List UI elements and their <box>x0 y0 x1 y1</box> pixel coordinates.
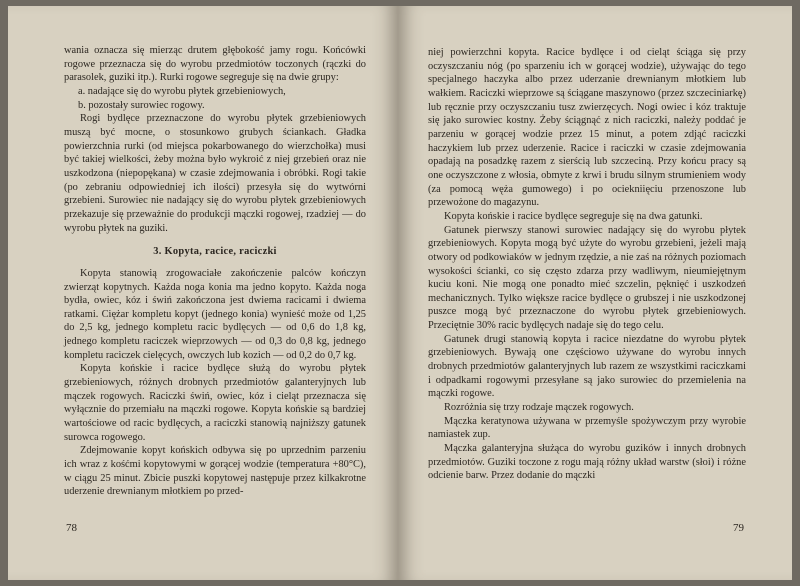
right-page <box>398 6 792 580</box>
paragraph: Rozróżnia się trzy rodzaje mączek rogowych. <box>444 402 634 414</box>
list-item: b. pozostały surowiec rogowy. <box>78 99 205 111</box>
paragraph: Zdejmowanie kopyt końskich odbywa się po uprzednim parzeniu ich wraz z kośćmi kopytowymi w gorącej wodzie (temperatura +80°C), w ciągu 25 minut. Zbicie puszki kopytowej następuje przez kilkakrotne uderzenie drewnianym młotkiem po przed- <box>64 445 366 498</box>
paragraph: Mączka keratynowa używana w przemyśle spożywczym przy wyrobie namiastek zup. <box>428 415 746 441</box>
paragraph: niej powierzchni kopyta. Racice bydlęce i od cieląt ściąga się przy oczyszczaniu nóg (po sparzeniu ich w gorącej wodzie), używając do tego specjalnego haczyka albo przez uderzanie drewnianym młotkiem lub wałkiem. Raciczki wieprzowe są ściągane maszynowo (przez szczeciniarkę) lub ręcznie przy oczyszczaniu tusz zwierzęcych. Nogi owiec i kóz traktuje się jako surowiec kostny. Żeby ściągnąć z nich raciczki, należy poddać je parzeniu w gorącej wodzie przez 15 minut, a potem zdjąć raciczki haczykiem lub przez uderzenie. Racice i raciczki w czasie zdejmowania opadają na posadzkę razem z sierścią lub szczeciną. Przy końcu pracy są one oczyszczone z włosia, obmyte z krwi i brudu silnym strumieniem wody (za pomocą węża gumowego) i po ociekniięciu przenoszone lub przewożone do magazynu. <box>428 47 746 209</box>
paragraph: Kopyta końskie i racice bydlęce służą do wyrobu płytek grzebieniowych, różnych drobnych przedmiotów galanteryjnych lub mączek rogowych. Raciczki świń, owiec, kóz i cieląt przeznacza się wyłącznie do przemiału na mączki rogowe. Kopyta końskie są bardziej wartościowe od racic bydlęcych, a raciczki stanowią najniższy gatunek surowca rogowego. <box>64 363 366 443</box>
book-spread <box>8 6 792 580</box>
paragraph: wania oznacza się mierząc drutem głębokość jamy rogu. Końcówki rogowe przeznacza się do wyrobu przedmiotów toczonych (rączki do parasolek, guziki itp.). Rurki rogowe segreguje się na dwie grupy: <box>64 45 366 84</box>
left-page <box>8 6 398 580</box>
section-heading: 3. Kopyta, racice, raciczki <box>153 246 277 258</box>
paragraph: Kopyta stanowią zrogowaciałe zakończenie palców kończyn zwierząt kopytnych. Każda noga konia ma jedno kopyto. Każda noga bydła, owiec, kóz i świń zakończona jest dwiema racicami i dwiema ratkami. Ciężar kompletu kopyt (jednego konia) wynieść może od 1,25 do 2,5 kg, jednego kompletu racic bydlęcych — od 0,6 do 1,8 kg, jednego kompletu raciczek wieprzowych — od 0,3 do 0,8 kg, jednego kompletu raciczek cielęcych, owczych lub kozich — od 0,2 do 0,7 kg. <box>64 267 366 361</box>
paragraph: Gatunek pierwszy stanowi surowiec nadający się do wyrobu płytek grzebieniowych. Kopyta mogą być użyte do wyrobu grzebieni, jeżeli mają otwory od podkowiaków w jednym rzędzie, a nie zaś na różnych poziomach wysokości ścianki, co się często zdarza przy wadliwym, nieumiejętnym kuciu koni. Nie mogą one ponadto mieć szczelin, pęknięć i uszkodzeń mechanicznych. Tylko większe racice bydlęce o grubszej i nie uszkodzonej puszce mogą być przeznaczone do wyrobu płytek grzebieniowych. Przeciętnie 30% racic bydlęcych nadaje się do tego celu. <box>428 224 746 332</box>
paragraph: Kopyta końskie i racice bydlęce segreguje się na dwa gatunki. <box>444 210 703 222</box>
list-item: a. nadające się do wyrobu płytek grzebieniowych, <box>78 85 286 97</box>
paragraph: Rogi bydlęce przeznaczone do wyrobu płytek grzebieniowych muszą być mocne, o stosunkowo grubych ściankach. Gładka powierzchnia rurki (od miejsca pokarbowanego do wierzchołka) musi być takiej wielkości, żeby można było wykroić z niej grzebień oraz nie uszkodzona (niepopękana) w czasie zdejmowania i obróbki. Rogi takie (po zebraniu odpowiedniej ich ilości) przesyła się do wytwórni grzebieni. Surowiec nie nadający się do wyrobu płytek grzebieniowych przekazuje się przeważnie do produkcji mączki rogowej, rzadziej — do wyrobu płytek na guziki. <box>64 113 366 234</box>
paragraph: Gatunek drugi stanowią kopyta i racice niezdatne do wyrobu płytek grzebieniowych. Bywają one częściowo używane do wyrobu innych drobnych przedmiotów galanteryjnych lub razem ze wszystkimi raciczkami i odpadkami rogowymi przesyłane są jako surowiec do przemielenia na mączki rogowe. <box>428 333 746 400</box>
paragraph: Mączka galanteryjna służąca do wyrobu guzików i innych drobnych przedmiotów. Guziki toczone z rogu mają różny układ warstw (słoi) i różne odcienie barw. Przez dodanie do mączki <box>428 443 746 482</box>
page-number: 79 <box>733 522 744 535</box>
page-number: 78 <box>66 522 77 535</box>
